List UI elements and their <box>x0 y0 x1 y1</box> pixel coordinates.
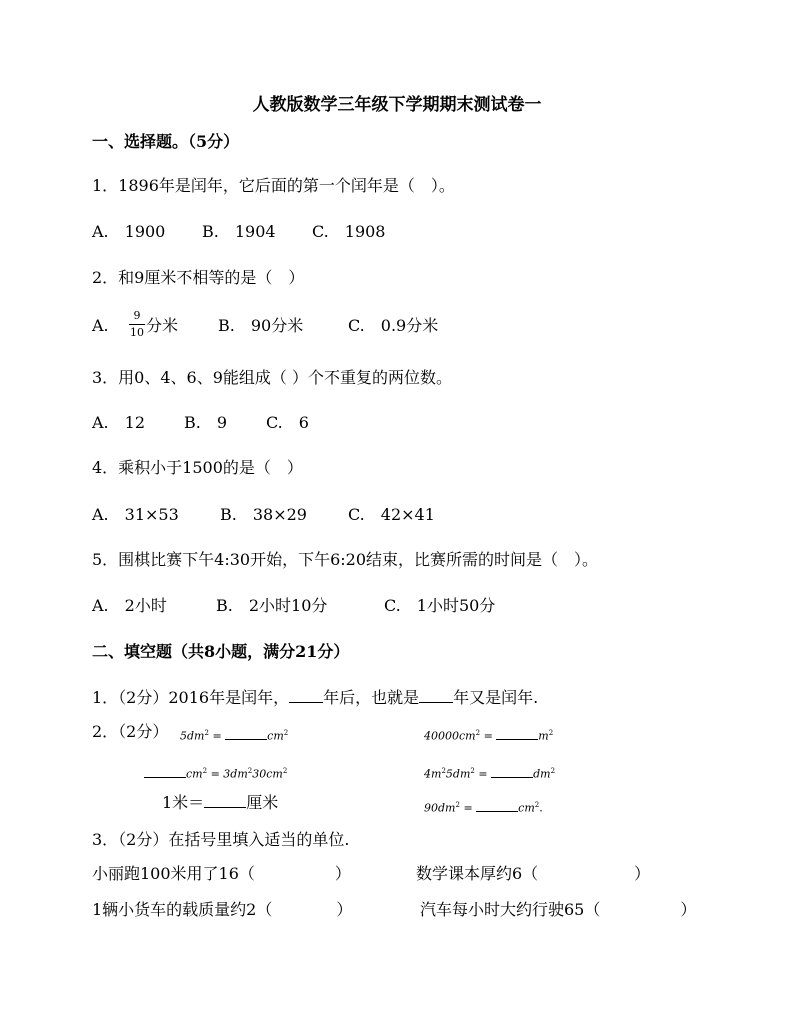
fill-q2-expr-f: $90dm^2 = cm^2$. <box>424 801 543 815</box>
fill-q3-item-3: 1辆小货车的载质量约2（ ） <box>92 900 353 919</box>
q2-option-a-label: A. <box>92 316 109 335</box>
fill-q2-expr-c: $cm^2 = 3dm^230cm^2$ <box>144 763 287 783</box>
fill-question-3: 3．（2分）在括号里填入适当的单位. <box>92 830 350 849</box>
fill-q1-blank-2[interactable] <box>419 688 453 703</box>
fill-q2-expr-b: $40000cm^2 = m^2$ <box>424 729 554 743</box>
fill-q1-mid: 年后，也就是 <box>323 688 420 707</box>
fill-q3-item-2: 数学课本厚约6（ ） <box>416 864 651 883</box>
fill-q2-expr-e: 1米＝ 厘米 <box>162 793 279 812</box>
q2-fraction-denominator: 10 <box>130 326 144 339</box>
fill-q1-blank-1[interactable] <box>289 688 323 703</box>
q5-option-a: A. 2小时 <box>92 596 167 615</box>
q3-option-c: C. 6 <box>266 413 309 432</box>
q2-fraction-numerator: 9 <box>133 309 141 322</box>
q3-option-b: B. 9 <box>184 413 228 432</box>
fill-q1-suffix: 年又是闰年. <box>453 688 539 707</box>
fill-q2-blank-c[interactable] <box>144 767 186 778</box>
q4-option-a: A. 31×53 <box>92 505 179 524</box>
fill-q2-expr-d: $4m^25dm^2 = dm^2$ <box>424 767 556 781</box>
fill-q1-prefix: 1．（2分）2016年是闰年， <box>92 688 290 707</box>
q3-option-a: A. 12 <box>92 413 146 432</box>
page-title: 人教版数学三年级下学期期末测试卷一 <box>252 95 542 115</box>
q2-option-b: B. 90分米 <box>218 316 304 335</box>
q1-option-a: A. 1900 <box>92 222 166 241</box>
q4-option-c: C. 42×41 <box>348 505 435 524</box>
q2-fraction-bar <box>129 324 145 325</box>
section2-heading: 二、填空题（共8小题，满分21分） <box>92 642 350 661</box>
question-3: 3．用0、4、6、9能组成（ ）个不重复的两位数。 <box>92 368 452 387</box>
q2-option-c: C. 0.9分米 <box>348 316 439 335</box>
q5-option-c: C. 1小时50分 <box>384 596 496 615</box>
fill-q3-item-4: 汽车每小时大约行驶65（ ） <box>420 900 697 919</box>
question-2: 2．和9厘米不相等的是（ ） <box>92 268 305 287</box>
q1-option-c: C. 1908 <box>312 222 386 241</box>
q1-option-b: B. 1904 <box>202 222 276 241</box>
fill-q3-item-1: 小丽跑100米用了16（ ） <box>92 864 351 883</box>
q4-option-b: B. 38×29 <box>220 505 307 524</box>
section1-heading: 一、选择题。（5分） <box>92 132 240 151</box>
question-5: 5．围棋比赛下午4:30开始，下午6:20结束，比赛所需的时间是（ ）。 <box>92 550 599 569</box>
question-4: 4．乘积小于1500的是（ ） <box>92 458 303 477</box>
fill-q2-expr-a: $5dm^2 = cm^2$ <box>180 729 289 743</box>
fill-question-1 <box>92 688 538 708</box>
fill-question-2-label: 2．（2分） <box>92 722 169 741</box>
q5-option-b: B. 2小时10分 <box>216 596 328 615</box>
question-1: 1．1896年是闰年，它后面的第一个闰年是（ ）。 <box>92 176 455 195</box>
fill-q2-blank-a[interactable] <box>225 729 267 740</box>
fill-q2-blank-f[interactable] <box>476 801 518 812</box>
fill-q2-blank-b[interactable] <box>496 729 538 740</box>
q2-option-a-unit: 分米 <box>146 316 179 335</box>
fill-q2-blank-e[interactable] <box>204 793 246 808</box>
fill-q2-blank-d[interactable] <box>491 767 533 778</box>
